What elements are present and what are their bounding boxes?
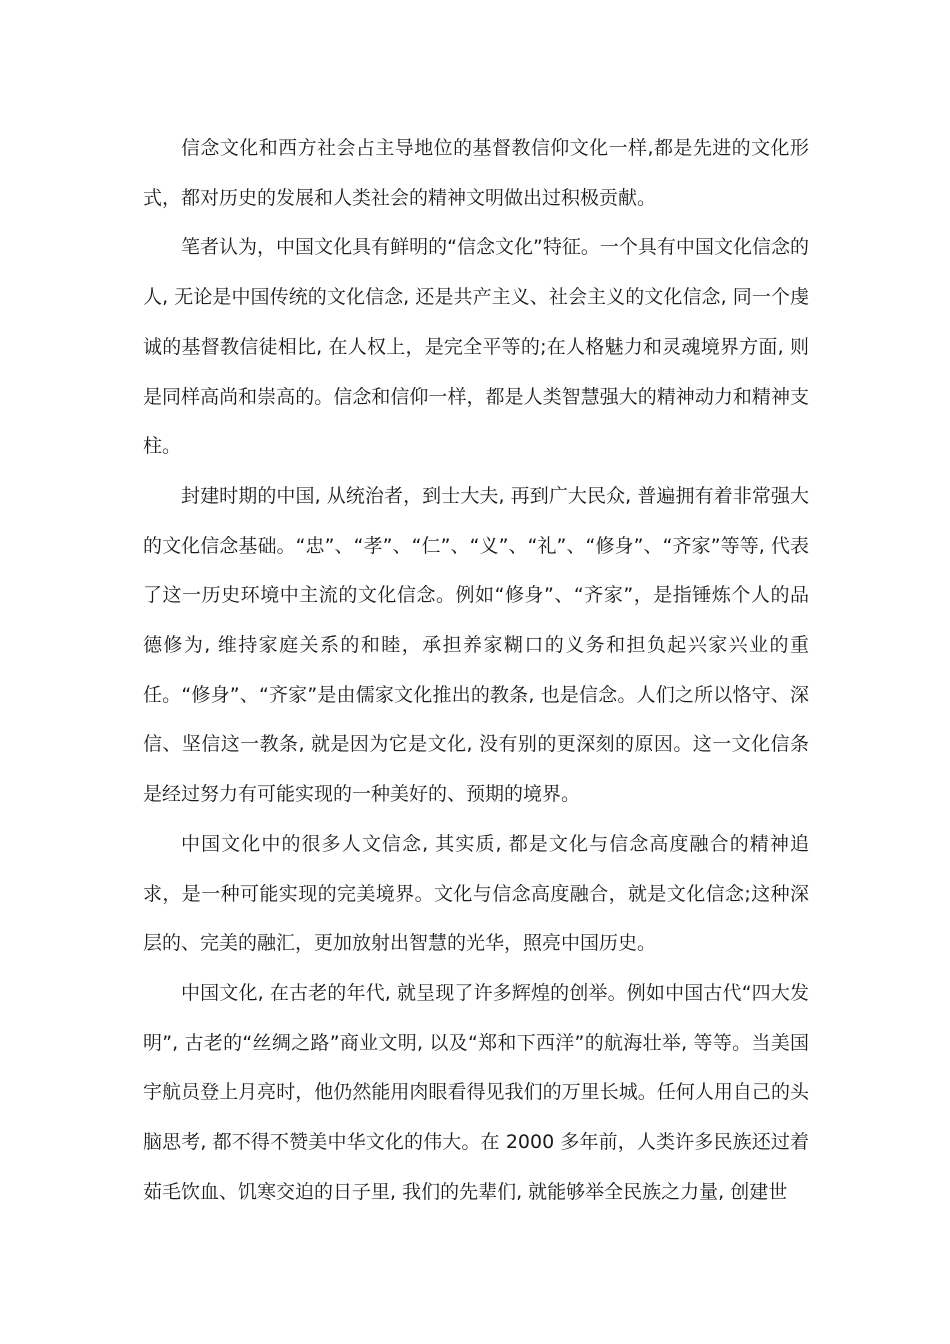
paragraph-3: 封建时期的中国, 从统治者，到士大夫, 再到广大民众, 普遍拥有着非常强大的文化信念基础。“忠”、“孝”、“仁”、“义”、“礼”、“修身”、“齐家”等等, 代表了这一历史环境中主流的文化信念。例如“修身”、“齐家”，是指锤炼个人的品德修为, 维持家庭关系的和睦，承担养家糊口的义务和担负起兴家兴业的重任。“修身”、“齐家”是由儒家文化推出的教条, 也是信念。人们之所以恪守、深信、坚信这一教条, 就是因为它是文化, 没有别的更深刻的原因。这一文化信条是经过努力有可能实现的一种美好的、预期的境界。	[143, 484, 809, 806]
document-body	[143, 124, 809, 1217]
paragraph-2: 笔者认为，中国文化具有鲜明的“信念文化”特征。一个具有中国文化信念的人, 无论是中国传统的文化信念, 还是共产主义、社会主义的文化信念, 同一个虔诚的基督教信徒相比, 在人权上，是完全平等的;在人格魅力和灵魂境界方面, 则是同样高尚和崇高的。信念和信仰一样，都是人类智慧强大的精神动力和精神支柱。	[143, 236, 809, 458]
paragraph-5: 中国文化, 在古老的年代, 就呈现了许多辉煌的创举。例如中国古代“四大发明”, 古老的“丝绸之路”商业文明, 以及“郑和下西洋”的航海壮举, 等等。当美国宇航员登上月亮时，他仍然能用肉眼看得见我们的万里长城。任何人用自己的头脑思考, 都不得不赞美中华文化的伟大。在 2000 多年前，人类许多民族还过着茹毛饮血、饥寒交迫的日子里, 我们的先辈们, 就能够举全民族之力量, 创建世	[143, 981, 809, 1203]
paragraph-1: 信念文化和西方社会占主导地位的基督教信仰文化一样,都是先进的文化形式，都对历史的发展和人类社会的精神文明做出过积极贡献。	[143, 137, 809, 209]
paragraph-4: 中国文化中的很多人文信念, 其实质, 都是文化与信念高度融合的精神追求，是一种可能实现的完美境界。文化与信念高度融合，就是文化信念;这种深层的、完美的融汇，更加放射出智慧的光华，照亮中国历史。	[143, 832, 809, 955]
